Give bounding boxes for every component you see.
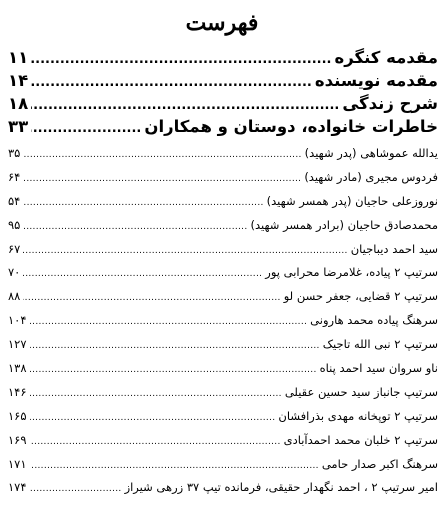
- entry-title: مقدمه کنگره: [334, 48, 438, 67]
- entry-page-number: ۳۵: [8, 146, 21, 160]
- toc-entry: [8, 265, 438, 289]
- toc-entry: [8, 218, 438, 242]
- toc-entry: [8, 480, 438, 504]
- dot-leader: [23, 150, 301, 160]
- entry-page-number: ۱۲۷: [8, 337, 27, 352]
- toc-entry-major: [8, 71, 438, 94]
- toc-entry: [8, 457, 438, 481]
- entry-page-number: ۱۰۴: [8, 313, 27, 328]
- toc-entry: [8, 170, 438, 194]
- entry-title: محمدصادق حاجیان (برادر همسر شهید): [250, 217, 438, 232]
- entry-page-number: ۶۴: [8, 169, 21, 184]
- entry-page-number: ۱۷۴: [8, 480, 27, 495]
- entry-page-number: ۵۴: [8, 193, 21, 208]
- entry-page-number: ۹۵: [8, 217, 21, 232]
- entry-page-number: ۱۱: [8, 48, 29, 67]
- toc-entry-major: [8, 117, 438, 140]
- dot-leader: [30, 484, 122, 494]
- entry-title: فردوس مجیری (مادر شهید): [304, 169, 438, 184]
- entry-page-number: ۱۳۸: [8, 361, 27, 376]
- dot-leader: [31, 75, 312, 90]
- toc-entry: [8, 242, 438, 266]
- entry-page-number: ۸۸: [8, 289, 21, 304]
- entry-title: یدالله عموشاهی (پدر شهید): [304, 146, 438, 160]
- dot-leader: [30, 389, 282, 399]
- dot-leader: [31, 121, 141, 136]
- toc-entry: [8, 337, 438, 361]
- toc-entry: [8, 433, 438, 457]
- dot-leader: [30, 437, 281, 447]
- entry-title: خاطرات خانواده، دوستان و همکاران: [144, 117, 438, 136]
- dot-leader: [30, 365, 317, 375]
- toc-entry: [8, 194, 438, 218]
- dot-leader: [31, 98, 339, 113]
- dot-leader: [31, 52, 331, 67]
- toc-entry: [8, 146, 438, 170]
- entry-title: سرتیپ جانباز سید حسین عقیلی: [284, 384, 438, 399]
- dot-leader: [23, 174, 301, 184]
- entry-title: شرح زندگی: [342, 94, 438, 113]
- toc-entry: [8, 409, 438, 433]
- entry-page-number: ۶۷: [8, 241, 21, 256]
- toc-entry: [8, 385, 438, 409]
- table-of-contents: [8, 48, 438, 504]
- entry-title: سرهنگ پیاده محمد هارونی: [310, 313, 438, 328]
- dot-leader: [30, 461, 319, 471]
- entry-title: سرهنگ اکبر صدار حامی: [321, 456, 438, 471]
- entry-title: سرتیپ ۲ توپخانه مهدی بذرافشان: [278, 408, 438, 423]
- entry-page-number: ۱۶۹: [8, 432, 27, 447]
- entry-page-number: ۷۰: [8, 265, 21, 280]
- entry-page-number: ۳۳: [8, 117, 29, 136]
- toc-entry-major: [8, 48, 438, 71]
- dot-leader: [30, 413, 276, 423]
- dot-leader: [23, 269, 262, 279]
- entry-title: سید احمد دیباجیان: [350, 241, 438, 256]
- entry-page-number: ۱۸: [8, 94, 29, 113]
- dot-leader: [30, 341, 320, 351]
- dot-leader: [30, 317, 308, 327]
- entry-title: ناو سروان سید احمد پناه: [319, 361, 438, 376]
- dot-leader: [23, 198, 263, 208]
- dot-leader: [23, 293, 280, 303]
- toc-entry: [8, 313, 438, 337]
- page-title: فهرست: [185, 10, 259, 36]
- entry-title: سرتیپ ۲ خلبان محمد احمدآبادی: [283, 432, 438, 447]
- entry-page-number: ۱۷۱: [8, 456, 27, 471]
- toc-entry: [8, 361, 438, 385]
- entry-title: مقدمه نویسنده: [314, 71, 438, 90]
- toc-entry: [8, 289, 438, 313]
- entry-title: سرتیپ ۲ نبی الله تاجیک: [322, 337, 438, 352]
- entry-page-number: ۱۴۶: [8, 384, 27, 399]
- entry-page-number: ۱۴: [8, 71, 29, 90]
- toc-entry-major: [8, 94, 438, 117]
- entry-page-number: ۱۶۵: [8, 408, 27, 423]
- dot-leader: [23, 222, 247, 232]
- entry-title: سرتیپ ۲ پیاده، غلامرضا محرابی پور: [265, 265, 438, 280]
- entry-title: سرتیپ ۲ قضایی، جعفر حسن لو: [283, 289, 438, 304]
- entry-title: نوروزعلی حاجیان (پدر همسر شهید): [266, 193, 438, 208]
- dot-leader: [23, 246, 347, 256]
- entry-title: امیر سرتیپ ۲ ، احمد نگهدار حقیقی، فرمانده تیپ ۳۷ زرهی شیراز: [124, 480, 438, 495]
